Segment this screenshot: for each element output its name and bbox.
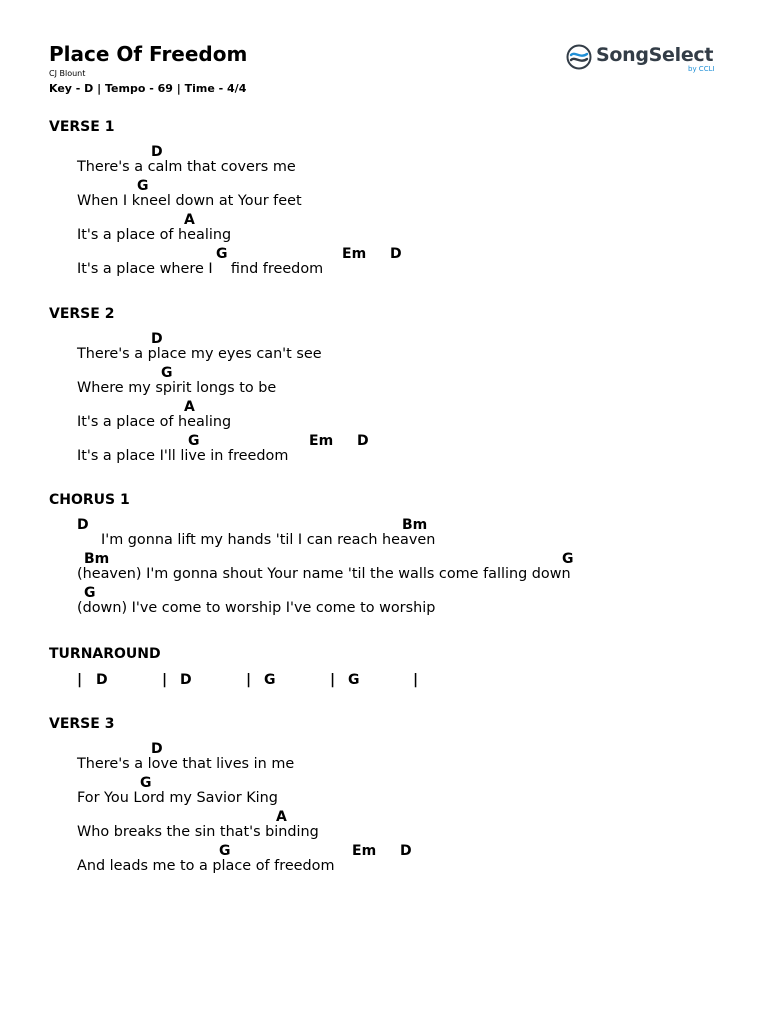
lyric-line: There's a love that lives in me xyxy=(77,756,295,772)
song-title: Place Of Freedom xyxy=(49,42,248,66)
chord: Em xyxy=(352,843,377,859)
songselect-logo xyxy=(566,42,726,76)
bar-line: | xyxy=(77,672,83,688)
chord: A xyxy=(184,399,195,415)
chord: D xyxy=(96,672,108,688)
lyric-line: It's a place of healing xyxy=(77,227,232,243)
section-heading-turnaround: TURNAROUND xyxy=(49,646,161,662)
lyric-line: And leads me to a place of freedom xyxy=(77,858,335,874)
chord: D xyxy=(357,433,369,449)
chord: G xyxy=(140,775,152,791)
bar-line: | xyxy=(330,672,336,688)
lyric-line: There's a place my eyes can't see xyxy=(77,346,322,362)
chord: Em xyxy=(309,433,334,449)
lyric-line: (heaven) I'm gonna shout Your name 'til the walls come falling down xyxy=(77,566,571,582)
lyric-line: Where my spirit longs to be xyxy=(77,380,277,396)
lyric-line: When I kneel down at Your feet xyxy=(77,193,302,209)
chord: D xyxy=(151,144,163,160)
chord: Bm xyxy=(402,517,428,533)
logo-wordmark: SongSelect xyxy=(596,44,714,66)
chord: G xyxy=(84,585,96,601)
bar-line: | xyxy=(413,672,419,688)
song-author: CJ Blount xyxy=(49,69,86,78)
chord: D xyxy=(151,331,163,347)
lyric-line: It's a place of healing xyxy=(77,414,232,430)
chord: G xyxy=(348,672,360,688)
section-heading-verse-1: VERSE 1 xyxy=(49,119,115,135)
bar-line: | xyxy=(162,672,168,688)
song-meta: Key - D | Tempo - 69 | Time - 4/4 xyxy=(49,82,247,95)
lyric-line: For You Lord my Savior King xyxy=(77,790,278,806)
lyric-line: I'm gonna lift my hands 'til I can reach heaven xyxy=(101,532,436,548)
lyric-line: (down) I've come to worship I've come to worship xyxy=(77,600,436,616)
chord: A xyxy=(276,809,287,825)
chord: D xyxy=(390,246,402,262)
section-heading-chorus-1: CHORUS 1 xyxy=(49,492,130,508)
songselect-logo-icon xyxy=(566,44,592,70)
lyric-line: It's a place where I find freedom xyxy=(77,261,324,277)
chord: G xyxy=(188,433,200,449)
section-heading-verse-2: VERSE 2 xyxy=(49,306,115,322)
chord: D xyxy=(77,517,89,533)
lyric-line: There's a calm that covers me xyxy=(77,159,296,175)
chord: D xyxy=(151,741,163,757)
bar-line: | xyxy=(246,672,252,688)
chord: Em xyxy=(342,246,367,262)
chord: D xyxy=(400,843,412,859)
chord: D xyxy=(180,672,192,688)
section-heading-verse-3: VERSE 3 xyxy=(49,716,115,732)
chord: G xyxy=(161,365,173,381)
lyric-line: It's a place I'll live in freedom xyxy=(77,448,289,464)
chord: G xyxy=(216,246,228,262)
chord: G xyxy=(219,843,231,859)
chord: A xyxy=(184,212,195,228)
chord: G xyxy=(562,551,574,567)
chord: G xyxy=(137,178,149,194)
chord: G xyxy=(264,672,276,688)
logo-tagline: by CCLI xyxy=(688,65,715,73)
chord: Bm xyxy=(84,551,110,567)
lyric-line: Who breaks the sin that's binding xyxy=(77,824,319,840)
